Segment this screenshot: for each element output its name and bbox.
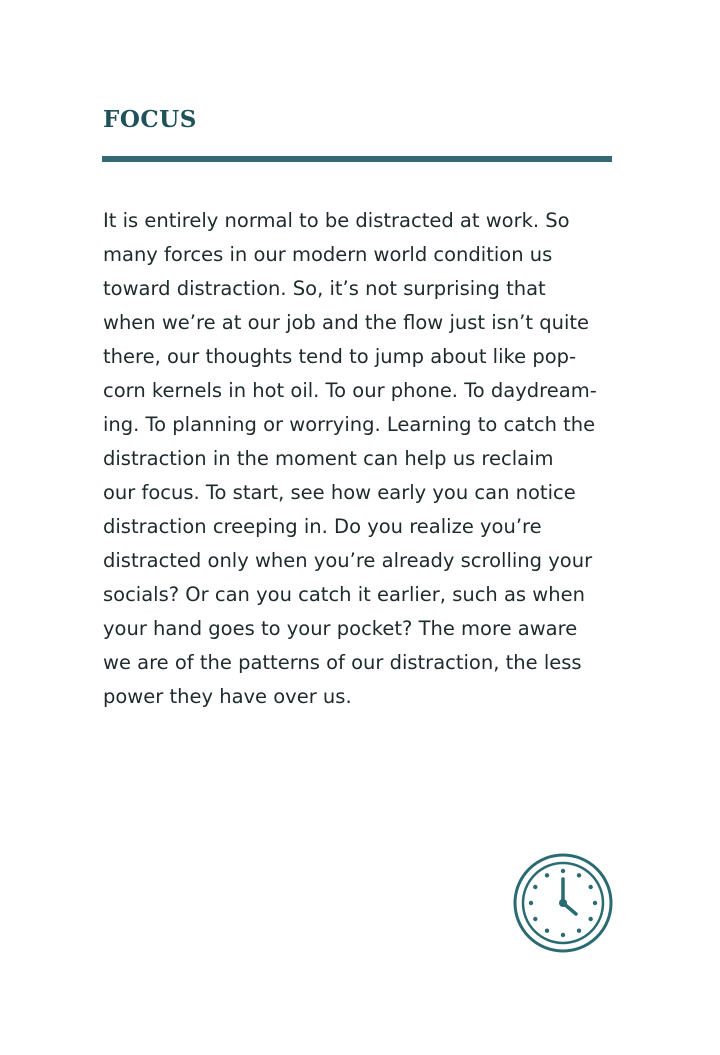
- body-line: many forces in our modern world condition us: [103, 243, 553, 266]
- clock-icon: [512, 852, 614, 954]
- body-line: toward distraction. So, it’s not surprising that: [103, 277, 546, 300]
- body-line: ing. To planning or worrying. Learning to catch the: [103, 413, 596, 436]
- body-line: when we’re at our job and the flow just isn’t quite: [103, 311, 590, 334]
- body-line: distraction in the moment can help us reclaim: [103, 447, 554, 470]
- body-line: our focus. To start, see how early you can notice: [103, 481, 576, 504]
- body-paragraph: [103, 204, 615, 714]
- body-line: there, our thoughts tend to jump about like pop-: [103, 345, 577, 368]
- title-divider: [102, 156, 612, 162]
- body-line: distraction creeping in. Do you realize you’re: [103, 515, 542, 538]
- body-line: your hand goes to your pocket? The more aware: [103, 617, 578, 640]
- body-line: power they have over us.: [103, 685, 352, 708]
- body-line: distracted only when you’re already scrolling your: [103, 549, 593, 572]
- body-line: socials? Or can you catch it earlier, such as when: [103, 583, 585, 606]
- body-line: we are of the patterns of our distraction, the less: [103, 651, 582, 674]
- body-line: corn kernels in hot oil. To our phone. To daydream-: [103, 379, 597, 402]
- section-title: FOCUS: [103, 106, 197, 133]
- body-line: It is entirely normal to be distracted at work. So: [103, 209, 570, 232]
